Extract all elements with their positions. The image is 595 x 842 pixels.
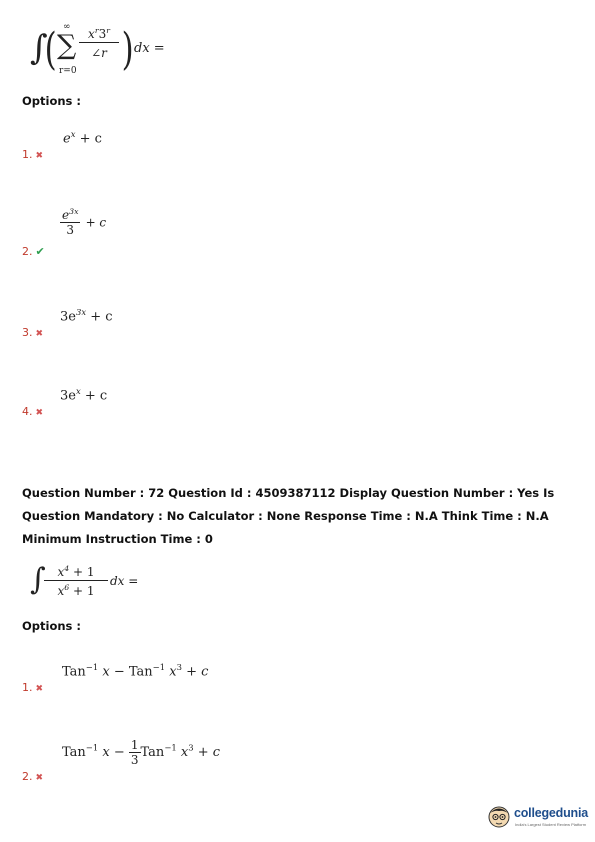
brand-logo[interactable] [487,804,587,834]
cross-icon: ✖ [35,684,44,694]
integral-sign: ∫ [30,562,46,597]
q72-dx-equals: dx = [110,574,139,588]
brand-tagline: India's Largest Student Review Platform [515,822,587,827]
q71-option4-label[interactable]: 4. ✖ [22,405,44,418]
cross-icon: ✖ [35,773,44,783]
mascot-icon [487,804,511,830]
q72-expression [30,562,190,606]
q71-dx-equals: dx = [134,41,165,56]
q71-options-label: Options : [22,94,81,108]
check-icon: ✔ [35,245,45,258]
numerator-exp1: r [94,26,99,35]
q71-option3-math: $3e^{3x} + c$ [60,307,113,325]
q72-option1-math: Tan$^{-1}$ x − Tan$^{-1}$ $x^3 + c$ [62,662,209,680]
q72-options-label: Options : [22,619,81,633]
numerator-exp2: r [106,26,110,35]
q72-meta: Question Number : 72 Question Id : 4509387112 Display Question Number : Yes Is Question Mandatory : No Calculator : None Response Time : N.A Think Time : N.A Minimum Instruction Time : 0 [22,486,555,546]
sum-upper-limit: ∞ [63,22,71,32]
q71-expression [30,22,230,84]
q71-option2-label[interactable]: 2. ✔ [22,245,45,258]
q72-option2-label[interactable]: 2. ✖ [22,770,44,783]
numerator-three: 3 [98,27,107,41]
sum-lower-limit: r=0 [59,66,77,76]
numerator-x: x [88,27,95,41]
q71-fraction [79,26,119,60]
q71-option3-label[interactable]: 3. ✖ [22,326,44,339]
sum-sign: ∑ [57,30,77,61]
q72-fraction: $x^4 + 1$ $x^6 + 1$ [44,564,108,598]
integral-sign: ∫ [30,28,48,68]
right-paren: ) [121,24,134,75]
q71-option4-math: $3e^x + c$ [60,386,108,404]
left-paren: ( [44,24,57,75]
q71-option1-math: $e^x + c$ [63,129,102,147]
q72-option1-label[interactable]: 1. ✖ [22,681,44,694]
brand-name: collegedunia [514,806,589,820]
cross-icon: ✖ [35,329,44,339]
cross-icon: ✖ [35,151,44,161]
q71-option2-math: $\frac{e^{3x}}{3}$ + c [62,207,107,237]
cross-icon: ✖ [35,408,44,418]
q71-option1-label[interactable]: 1. ✖ [22,148,44,161]
q72-option2-math: Tan$^{-1}$ x − $\frac{1}{3}$ Tan$^{-1}$ $x^3 + c$ [62,738,221,767]
denominator-factorial-r: ∠r [91,46,107,60]
